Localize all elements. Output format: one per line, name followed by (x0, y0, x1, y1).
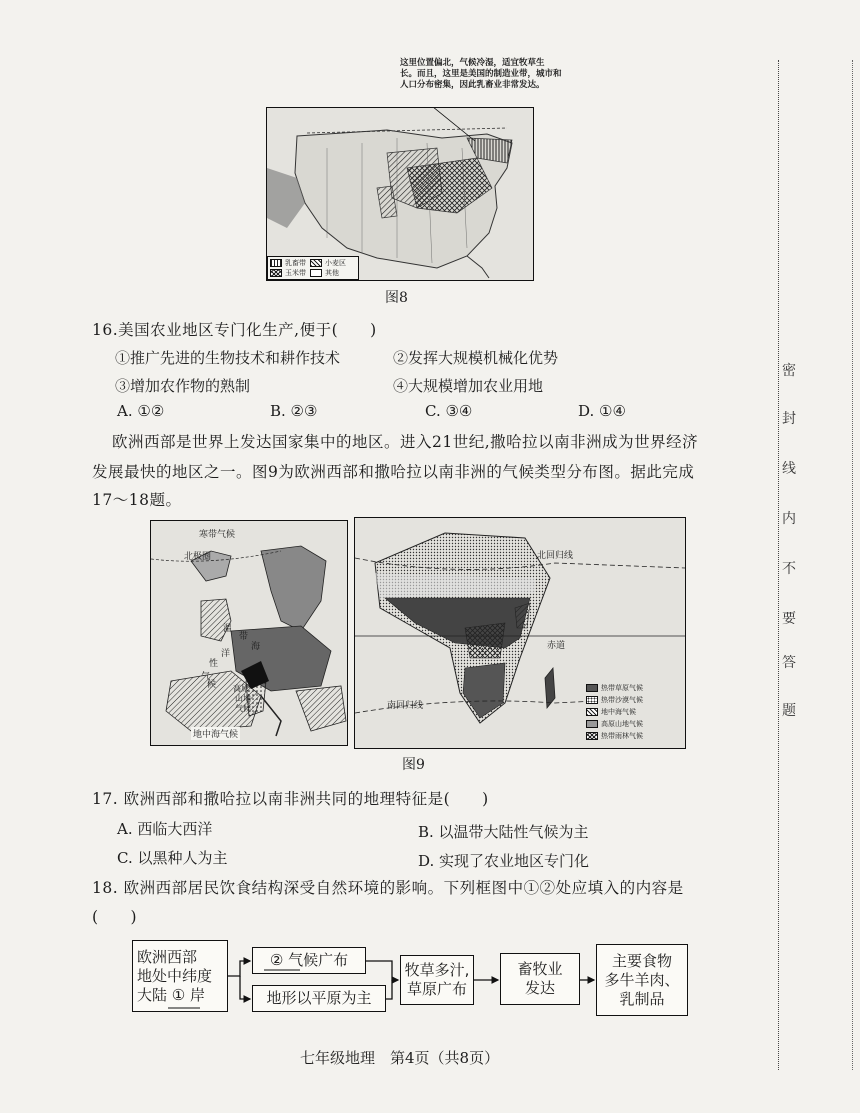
flow-arrow (240, 976, 250, 999)
flow-box-terrain-text: 地形以平原为主 (266, 989, 372, 1007)
label-tropic-capricorn: 南回归线 (387, 701, 424, 711)
legend-item: 高原山地气候 (586, 718, 680, 730)
side-char: 答 (782, 655, 796, 671)
flow-box-pasture-line2: 草原广布 (406, 980, 467, 998)
callout-line-1: 这里位置偏北，气候冷湿，适宜牧草生 (400, 58, 545, 68)
label-temperate-7: 候 (207, 680, 217, 690)
intro-line-1: 欧洲西部是世界上发达国家集中的地区。进入21世纪,撒哈拉以南非洲成为世界经济 (112, 433, 699, 451)
q16-option-b[interactable]: B. ②③ (270, 402, 318, 420)
label-plateau-1: 高原 (233, 684, 249, 693)
flow-box-pasture-line1: 牧草多汁, (404, 961, 470, 979)
fig8-caption: 图8 (385, 290, 408, 306)
seal-line-right (852, 60, 853, 1070)
side-char: 线 (782, 461, 796, 477)
q17-option-b[interactable]: B. 以温带大陆性气候为主 (418, 823, 589, 841)
q16-stem: 16.美国农业地区专门化生产,便于( ) (92, 321, 377, 339)
legend-item: 热带沙漠气候 (586, 694, 680, 706)
flow-box-climate-text: ② 气候广布 (269, 951, 349, 969)
label-temperate-2: 带 (239, 632, 249, 642)
side-char: 封 (782, 411, 796, 427)
q17-option-d[interactable]: D. 实现了农业地区专门化 (418, 852, 590, 870)
legend-item: 其他 (310, 268, 339, 278)
side-char: 内 (782, 511, 796, 527)
label-temperate-1: 温 (223, 624, 233, 634)
q16-option-a[interactable]: A. ①② (117, 402, 165, 420)
q16-item-4: ④大规模增加农业用地 (393, 377, 544, 395)
label-temperate-5: 性 (209, 659, 219, 669)
label-tropic-cancer: 北回归线 (537, 551, 574, 561)
q16-item-3: ③增加农作物的熟制 (115, 377, 251, 395)
callout-line-3: 人口分布密集，因此乳畜业非常发达。 (400, 80, 545, 90)
legend-item: 热带草原气候 (586, 682, 680, 694)
q18-answer-paren[interactable]: ( ) (92, 908, 138, 926)
label-temperate-6: 气 (201, 672, 211, 682)
seal-line (778, 60, 779, 1070)
flow-box-food-line1: 主要食物 (611, 951, 672, 970)
legend-item: 小麦区 (310, 258, 346, 268)
legend-item: 乳畜带 (270, 258, 306, 268)
flow-box-location-line1: 欧洲西部 (137, 947, 198, 966)
q16-item-2: ②发挥大规模机械化优势 (393, 349, 559, 367)
legend-item: 地中海气候 (586, 706, 680, 718)
q17-stem: 17. 欧洲西部和撒哈拉以南非洲共同的地理特征是( ) (92, 790, 489, 808)
label-temperate-3: 海 (251, 642, 261, 652)
side-char: 要 (782, 611, 796, 627)
label-equator: 赤道 (547, 641, 566, 651)
label-plateau-3: 气候 (235, 704, 251, 713)
legend-item: 玉米带 (270, 268, 306, 278)
page-footer: 七年级地理 第4页（共8页） (300, 1049, 500, 1067)
label-temperate-4: 洋 (221, 649, 231, 659)
label-arctic-circle: 北极圈 (184, 552, 212, 562)
intro-line-3: 17～18题。 (92, 491, 182, 509)
label-plateau-2: 山地 (235, 694, 251, 703)
legend-item: 热带雨林气候 (586, 730, 680, 742)
flow-box-livestock-line2: 发达 (524, 979, 555, 997)
flow-box-location-line3: 大陆 ① 岸 (137, 985, 205, 1004)
label-polar-climate: 寒带气候 (199, 530, 236, 540)
q16-item-1: ①推广先进的生物技术和耕作技术 (115, 349, 341, 367)
side-char: 题 (782, 703, 796, 719)
flow-arrow (386, 980, 392, 999)
flow-arrow (366, 961, 398, 980)
label-mediterranean: 地中海气候 (191, 727, 240, 740)
q16-option-c[interactable]: C. ③④ (425, 402, 473, 420)
flow-arrow (228, 961, 250, 976)
side-char: 密 (782, 363, 796, 379)
q16-option-d[interactable]: D. ①④ (578, 402, 626, 420)
flow-box-location-line2: 地处中纬度 (137, 966, 213, 985)
intro-line-2: 发展最快的地区之一。图9为欧洲西部和撒哈拉以南非洲的气候类型分布图。据此完成 (92, 463, 695, 481)
q17-option-c[interactable]: C. 以黑种人为主 (117, 849, 228, 867)
q17-option-a[interactable]: A. 西临大西洋 (117, 820, 213, 838)
callout-line-2: 长。而且，这里是美国的制造业带，城市和 (400, 69, 562, 79)
side-char: 不 (782, 561, 796, 577)
flow-box-food-line2: 多牛羊肉、 (604, 970, 680, 989)
flow-box-food-line3: 乳制品 (619, 989, 665, 1008)
fig9-caption: 图9 (402, 757, 425, 773)
q18-stem: 18. 欧洲西部居民饮食结构深受自然环境的影响。下列框图中①②处应填入的内容是 (92, 879, 684, 897)
flow-box-livestock-line1: 畜牧业 (517, 960, 563, 978)
